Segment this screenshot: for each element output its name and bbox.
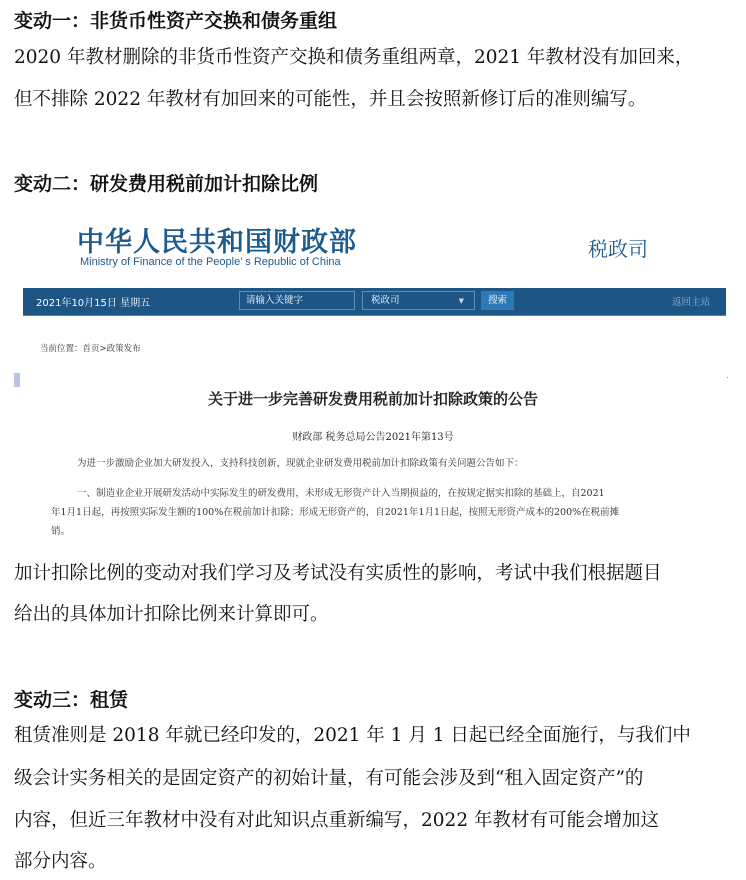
- chevron-down-icon: ▼: [458, 297, 464, 305]
- paragraph-line: 但不排除 2022 年教材有加回来的可能性，并且会按照新修订后的准则编写。: [14, 89, 647, 110]
- site-navbar: [23, 288, 726, 316]
- return-home-link[interactable]: 返回主站: [671, 297, 710, 308]
- paragraph-line: 内容，但近三年教材中没有对此知识点重新编写，2022 年教材有可能会增加这: [14, 810, 659, 831]
- side-dot: [727, 377, 728, 378]
- paragraph-line: 加计扣除比例的变动对我们学习及考试没有实质性的影响，考试中我们根据题目: [14, 563, 662, 584]
- section-heading-3: 变动三：租赁: [14, 689, 129, 711]
- embedded-website-screenshot: [0, 200, 746, 545]
- department-select[interactable]: [362, 291, 475, 310]
- breadcrumb: 当前位置：首页>政策发布: [40, 344, 141, 354]
- section-heading-1: 变动一：非货币性资产交换和债务重组: [14, 10, 338, 32]
- department-select-value: 税政司: [371, 295, 400, 306]
- paragraph-line: 部分内容。: [14, 851, 107, 872]
- department-title: 税政司: [588, 237, 648, 261]
- paragraph-line: 2020 年教材删除的非货币性资产交换和债务重组两章，2021 年教材没有加回来，: [14, 47, 694, 68]
- mof-logo-english: Ministry of Finance of the People’ s Republic of China: [80, 256, 341, 268]
- announcement-item-line: 销。: [51, 526, 71, 537]
- nav-date: 2021年10月15日 星期五: [36, 298, 151, 309]
- announcement-number: 财政部 税务总局公告2021年第13号: [292, 432, 454, 443]
- paragraph-line: 级会计实务相关的是固定资产的初始计量，有可能会涉及到“租入固定资产”的: [14, 768, 644, 789]
- mof-logo-chinese: 中华人民共和国财政部: [77, 227, 357, 258]
- paragraph-line: 给出的具体加计扣除比例来计算即可。: [14, 604, 329, 625]
- search-button[interactable]: 搜索: [481, 291, 514, 310]
- announcement-item-line: 一、制造业企业开展研发活动中实际发生的研发费用，未形成无形资产计入当期损益的，在按规定据实扣除的基础上，自2021: [77, 488, 605, 499]
- section-heading-2: 变动二：研发费用税前加计扣除比例: [14, 173, 319, 195]
- search-input[interactable]: 请输入关键字: [239, 291, 355, 310]
- announcement-title: 关于进一步完善研发费用税前加计扣除政策的公告: [207, 390, 538, 408]
- announcement-item-line: 年1月1日起，再按照实际发生额的100%在税前加计扣除；形成无形资产的，自2021年1月1日起，按照无形资产成本的200%在税前摊: [51, 507, 620, 518]
- paragraph-line: 租赁准则是 2018 年就已经印发的，2021 年 1 月 1 日起已经全面施行，与我们中: [14, 725, 691, 746]
- announcement-intro: 为进一步激励企业加大研发投入，支持科技创新，现就企业研发费用税前加计扣除政策有关问题公告如下：: [77, 458, 524, 469]
- side-marker: [14, 373, 20, 387]
